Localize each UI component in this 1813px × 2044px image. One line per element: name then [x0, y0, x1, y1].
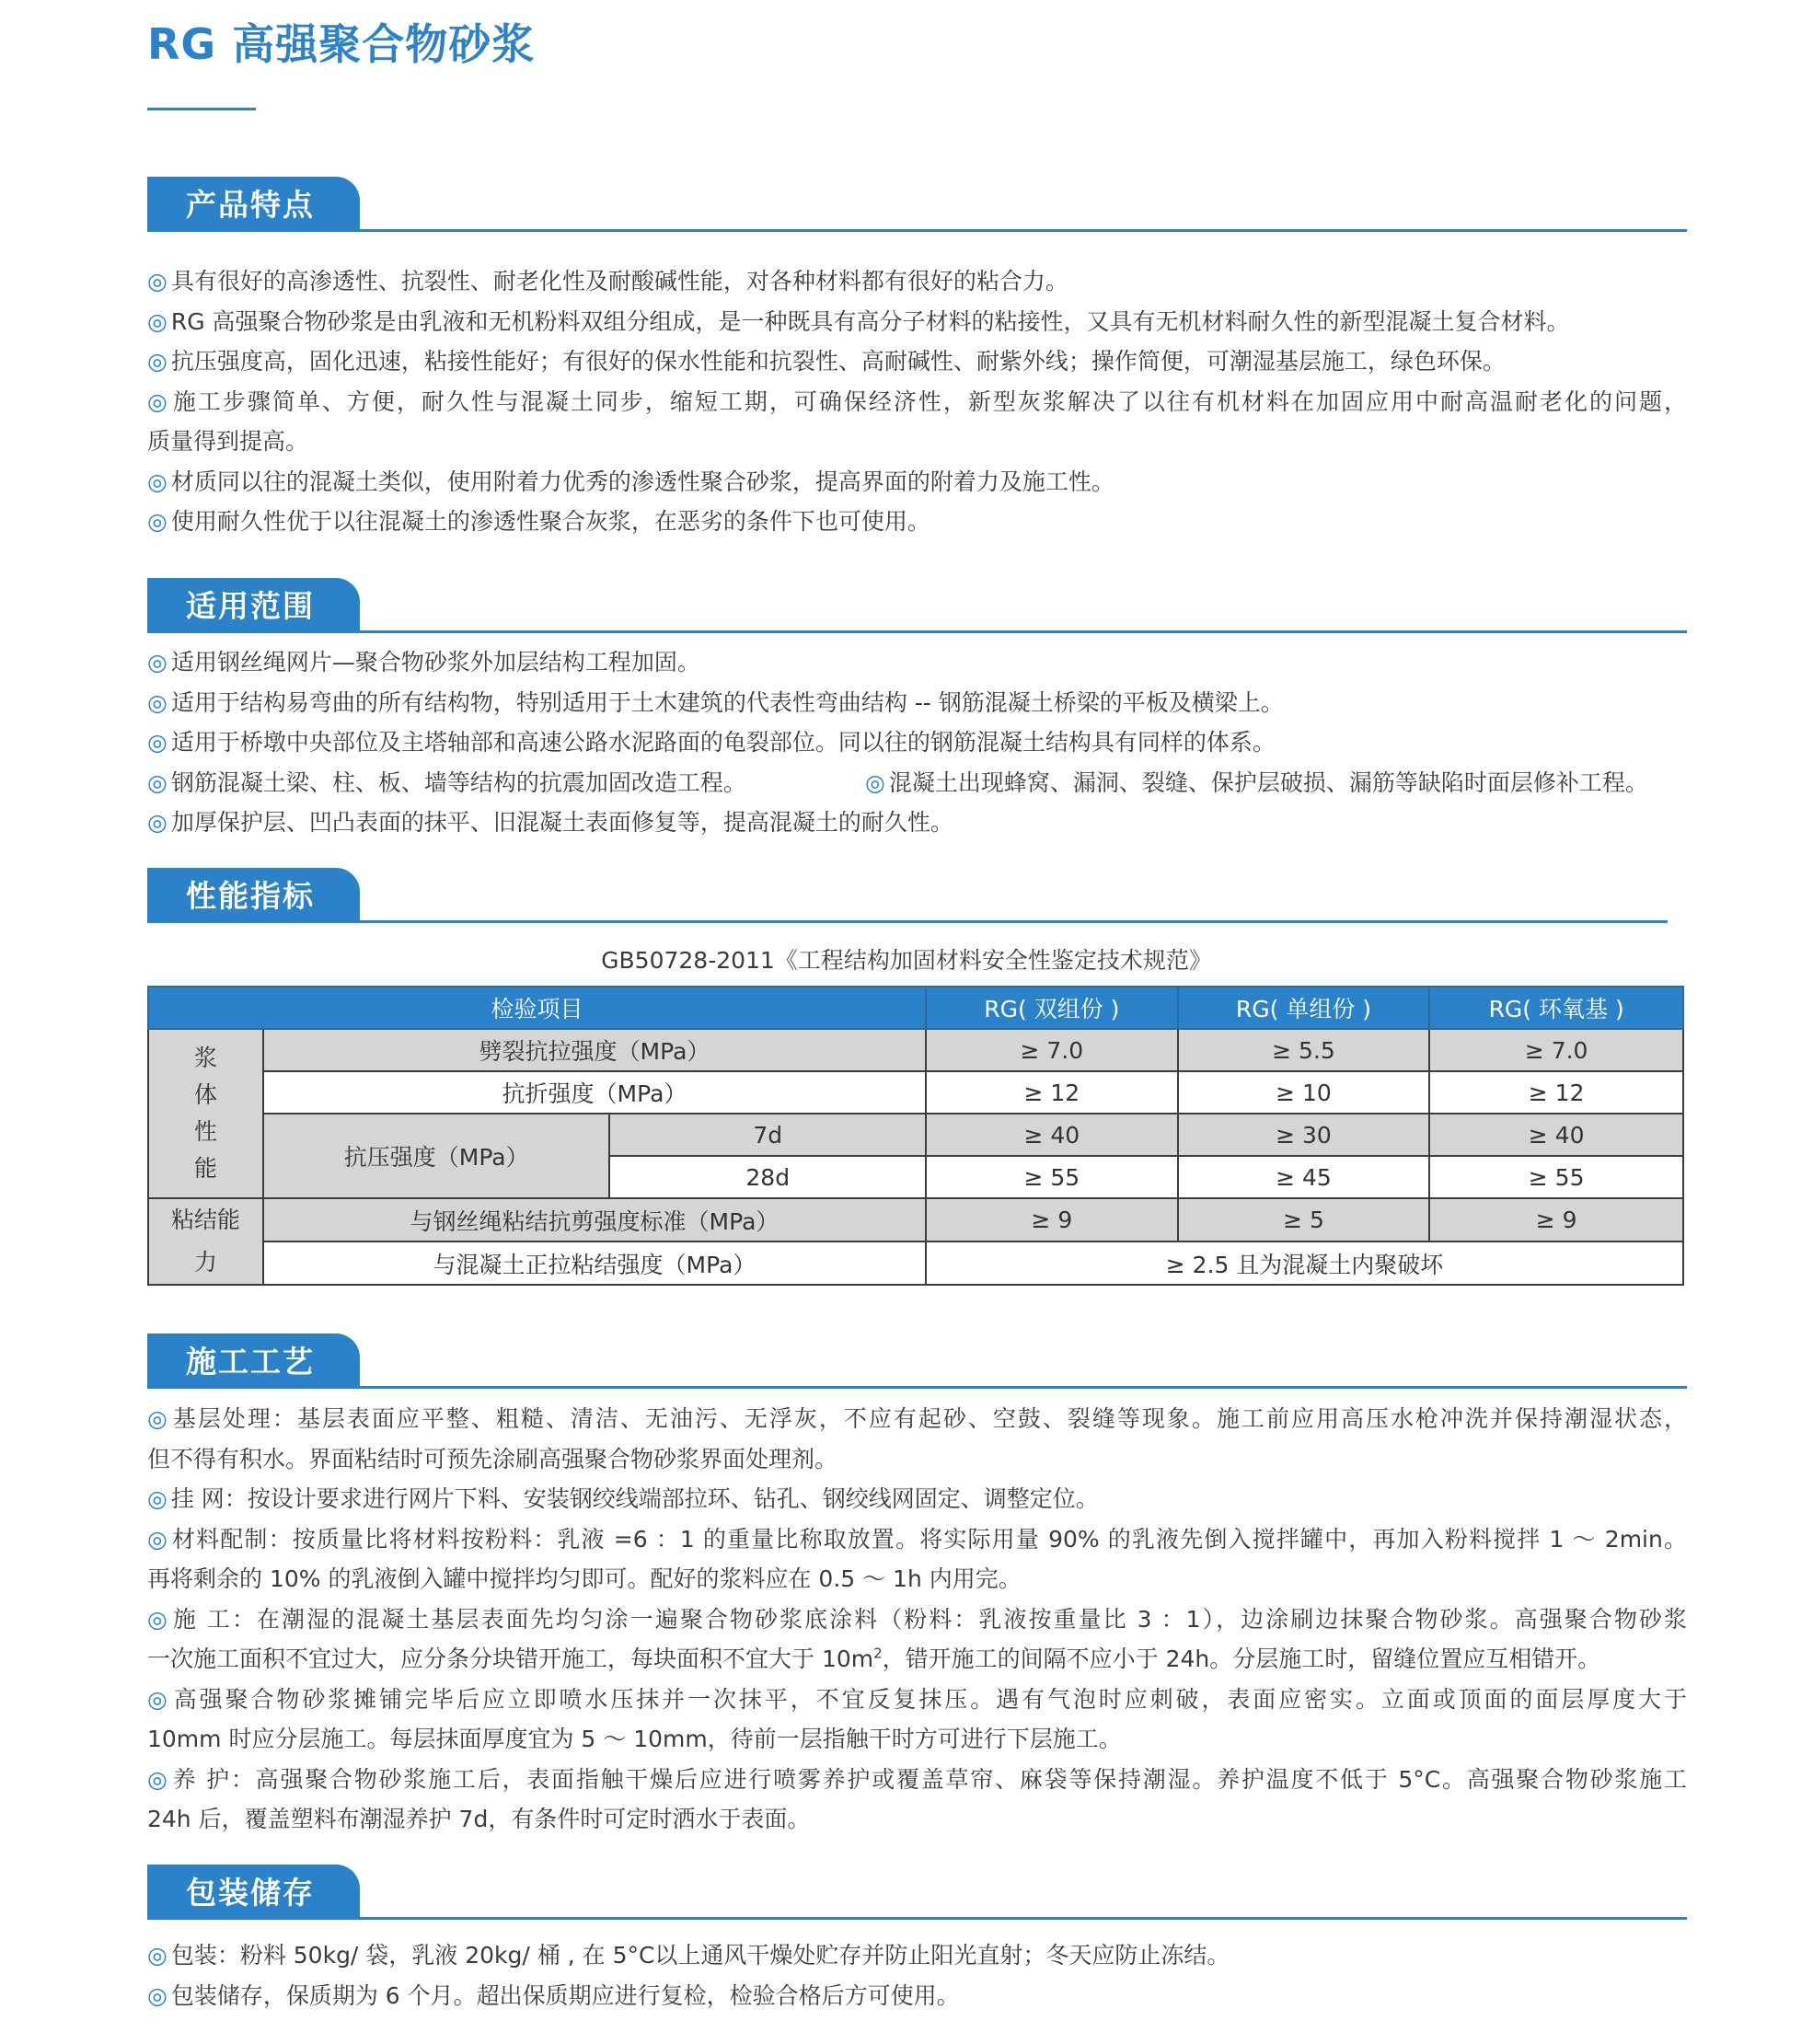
row-item: 抗折强度（MPa）	[263, 1071, 926, 1114]
line-text: 挂 网：按设计要求进行网片下料、安装钢绞线端部拉环、钻孔、钢绞线网固定、调整定位。	[170, 1485, 1099, 1512]
cell: ≥ 12	[926, 1071, 1178, 1114]
line-text: 施 工：在潮湿的混凝土基层表面先均匀涂一遍聚合物砂浆底涂料（粉料：乳液按重量比 3 ：1），边涂刷边抹聚合物砂浆。高强聚合物砂浆	[172, 1605, 1687, 1633]
page-title: RG 高强聚合物砂浆	[147, 19, 536, 69]
line-text: 10mm 时应分层施工。每层抹面厚度宜为 5 ～ 10mm，待前一层指触干时方可进行下层施工。	[147, 1726, 1122, 1752]
cell: ≥ 7.0	[1429, 1029, 1683, 1071]
bullet-icon: ◎	[147, 387, 169, 415]
line-text: 施工步骤简单、方便，耐久性与混凝土同步，缩短工期，可确保经济性，新型灰浆解决了以往有机材料在加固应用中耐高温耐老化的问题，	[172, 387, 1687, 415]
list-item-line	[147, 683, 1687, 723]
bullet-icon: ◎	[147, 268, 167, 294]
list-item-line	[147, 341, 1687, 382]
table-row	[148, 1241, 1683, 1285]
list-item-line	[147, 642, 1687, 683]
section-header-storage	[147, 1865, 1687, 1920]
list-item-line	[147, 1399, 1687, 1439]
line-text: 材质同以往的混凝土类似，使用附着力优秀的渗透性聚合砂浆，提高界面的附着力及施工性。	[170, 468, 1114, 495]
bullet-icon: ◎	[147, 508, 167, 535]
list-item-line	[147, 302, 1687, 342]
cell: ≥ 5	[1178, 1198, 1430, 1241]
list-item-line	[147, 1976, 1687, 2016]
group-label: 浆体性能	[193, 1045, 217, 1182]
bullet-icon: ◎	[147, 1405, 169, 1432]
list-item-line	[147, 1760, 1687, 1800]
section-rule	[147, 1386, 1687, 1389]
section-header-process	[147, 1334, 1687, 1389]
bullet-icon: ◎	[147, 1485, 167, 1512]
cell: ≥ 10	[1178, 1071, 1430, 1114]
superscript: 2	[873, 1645, 883, 1662]
line-text: 适用于结构易弯曲的所有结构物，特别适用于土木建筑的代表性弯曲结构 -- 钢筋混凝土桥梁的平板及横梁上。	[170, 688, 1284, 716]
list-item-line	[147, 1935, 1687, 1976]
bullet-icon: ◎	[147, 1605, 169, 1633]
section-header-scope	[147, 578, 1687, 633]
performance-table	[147, 986, 1684, 1286]
header-item: 检验项目	[148, 987, 926, 1029]
cell: ≥ 30	[1178, 1114, 1430, 1156]
section-header-performance	[147, 868, 1668, 923]
section-rule	[147, 920, 1668, 923]
list-item-line	[147, 261, 1687, 302]
line-text: 混凝土出现蜂窝、漏洞、裂缝、保护层破损、漏筋等缺陷时面层修补工程。	[888, 768, 1648, 796]
section-rule	[147, 630, 1687, 633]
line-text: 加厚保护层、凹凸表面的抹平、旧混凝土表面修复等，提高混凝土的耐久性。	[170, 809, 953, 836]
line-text: 适用钢丝绳网片—聚合物砂浆外加层结构工程加固。	[170, 649, 700, 676]
bullet-icon: ◎	[147, 1525, 168, 1553]
section-body-scope	[147, 642, 1687, 843]
line-text: 钢筋混凝土梁、柱、板、墙等结构的抗震加固改造工程。	[170, 768, 746, 796]
bullet-icon: ◎	[147, 649, 167, 676]
header-rg-two: RG( 双组份 )	[926, 987, 1178, 1029]
header-rg-one: RG( 单组份 )	[1178, 987, 1430, 1029]
line-text: 但不得有积水。界面粘结时可预先涂刷高强聚合物砂浆界面处理剂。	[147, 1445, 838, 1472]
section-title: 包装储存	[147, 1865, 360, 1920]
cell: ≥ 45	[1178, 1156, 1430, 1198]
line-text: 基层处理：基层表面应平整、粗糙、清洁、无油污、无浮灰，不应有起砂、空鼓、裂缝等现象。施工前应用高压水枪冲洗并保持潮湿状态，	[172, 1405, 1687, 1432]
bullet-icon: ◎	[147, 1942, 167, 1969]
line-text: 包装：粉料 50kg/ 袋，乳液 20kg/ 桶 , 在 5°C以上通风干燥处贮存并防止阳光直射；冬天应防止冻结。	[170, 1942, 1230, 1969]
cell-merged: ≥ 2.5 且为混凝土内聚破坏	[926, 1241, 1683, 1285]
group-label: 粘结能力	[170, 1207, 240, 1276]
section-body-process	[147, 1399, 1687, 1840]
list-item-line	[147, 462, 1687, 502]
cell: ≥ 12	[1429, 1071, 1683, 1114]
list-item-line	[147, 1559, 1687, 1599]
list-item-line	[147, 502, 1687, 542]
section-body-features	[147, 261, 1687, 542]
bullet-icon: ◎	[147, 1765, 169, 1793]
line-text: 使用耐久性优于以往混凝土的渗透性聚合灰浆，在恶劣的条件下也可使用。	[170, 508, 930, 535]
line-text: 养 护：高强聚合物砂浆施工后，表面指触干燥后应进行喷雾养护或覆盖草帘、麻袋等保持潮湿。养护温度不低于 5°C。高强聚合物砂浆施工	[172, 1765, 1687, 1793]
line-text: 抗压强度高，固化迅速，粘接性能好；有很好的保水性能和抗裂性、高耐碱性、耐紫外线；操作简便，可潮湿基层施工，绿色环保。	[170, 348, 1506, 375]
line-text: 适用于桥墩中央部位及主塔轴部和高速公路水泥路面的龟裂部位。同以往的钢筋混凝土结构具有同样的体系。	[170, 729, 1276, 756]
list-item-line	[147, 1639, 1687, 1680]
table-header-row	[148, 987, 1683, 1029]
row-subitem: 28d	[609, 1156, 926, 1198]
bullet-icon: ◎	[147, 809, 167, 836]
cell: ≥ 55	[1429, 1156, 1683, 1198]
group-bond	[148, 1198, 263, 1285]
bullet-icon: ◎	[147, 307, 167, 335]
bullet-icon: ◎	[147, 468, 167, 495]
list-item-line	[147, 422, 1687, 462]
list-item-line	[147, 1680, 1687, 1720]
list-item-line	[147, 1519, 1687, 1560]
line-text: 24h 后，覆盖塑料布潮湿养护 7d，有条件时可定时洒水于表面。	[147, 1806, 811, 1832]
cell: ≥ 9	[926, 1198, 1178, 1241]
header-rg-epoxy: RG( 环氧基 )	[1429, 987, 1683, 1029]
list-item-line	[147, 1439, 1687, 1480]
bullet-icon: ◎	[147, 688, 167, 716]
section-title: 施工工艺	[147, 1334, 360, 1389]
cell: ≥ 40	[926, 1114, 1178, 1156]
cell: ≥ 40	[1429, 1114, 1683, 1156]
bullet-icon: ◎	[147, 768, 167, 796]
row-subitem: 7d	[609, 1114, 926, 1156]
table-row	[148, 1071, 1683, 1114]
row-item: 与钢丝绳粘结抗剪强度标准（MPa）	[263, 1198, 926, 1241]
line-text: 高强聚合物砂浆摊铺完毕后应立即喷水压抹并一次抹平，不宜反复抹压。遇有气泡时应刺破，表面应密实。立面或顶面的面层厚度大于	[173, 1685, 1687, 1713]
list-item-line	[147, 1599, 1687, 1640]
list-item-line	[147, 722, 1687, 763]
section-title: 产品特点	[147, 177, 360, 232]
table-row	[148, 1198, 1683, 1241]
line-text: ，错开施工的间隔不应小于 24h。分层施工时，留缝位置应互相错开。	[882, 1646, 1601, 1672]
bullet-icon: ◎	[147, 729, 167, 756]
list-item-line	[147, 763, 1687, 803]
standard-caption: GB50728-2011《工程结构加固材料安全性鉴定技术规范》	[601, 947, 1212, 974]
cell: ≥ 5.5	[1178, 1029, 1430, 1071]
list-item-line	[147, 803, 1687, 843]
row-item: 劈裂抗拉强度（MPa）	[263, 1029, 926, 1071]
line-text: 具有很好的高渗透性、抗裂性、耐老化性及耐酸碱性能，对各种材料都有很好的粘合力。	[170, 268, 1068, 294]
list-item-line	[147, 1719, 1687, 1760]
row-item-compressive: 抗压强度（MPa）	[263, 1114, 610, 1198]
row-item: 与混凝土正拉粘结强度（MPa）	[263, 1241, 926, 1285]
line-text: 质量得到提高。	[147, 428, 309, 455]
title-underline	[147, 108, 256, 110]
section-rule	[147, 1917, 1687, 1920]
bullet-icon: ◎	[147, 1981, 167, 2009]
list-item-line	[147, 382, 1687, 422]
bullet-icon: ◎	[865, 768, 885, 796]
section-rule	[147, 229, 1687, 232]
section-body-storage	[147, 1935, 1687, 2015]
line-text: RG 高强聚合物砂浆是由乳液和无机粉料双组分组成，是一种既具有高分子材料的粘接性，又具有无机材料耐久性的新型混凝土复合材料。	[170, 307, 1570, 335]
section-title: 适用范围	[147, 578, 360, 633]
line-text: 包装储存，保质期为 6 个月。超出保质期应进行复检，检验合格后方可使用。	[170, 1981, 960, 2009]
section-header-features	[147, 177, 1687, 232]
list-item-line	[147, 1799, 1687, 1840]
bullet-icon: ◎	[147, 348, 167, 375]
list-item-inline	[865, 763, 1648, 803]
bullet-icon: ◎	[147, 1685, 170, 1713]
group-slurry	[148, 1029, 263, 1198]
table-row	[148, 1029, 1683, 1071]
section-title: 性能指标	[147, 868, 360, 923]
cell: ≥ 9	[1429, 1198, 1683, 1241]
line-text: 材料配制：按质量比将材料按粉料：乳液 =6 ：1 的重量比称取放置。将实际用量 90% 的乳液先倒入搅拌罐中，再加入粉料搅拌 1 ～ 2min。	[171, 1525, 1687, 1553]
cell: ≥ 55	[926, 1156, 1178, 1198]
line-text: 再将剩余的 10% 的乳液倒入罐中搅拌均匀即可。配好的浆料应在 0.5 ～ 1h 内用完。	[147, 1565, 1022, 1592]
table-row	[148, 1114, 1683, 1156]
line-text: 一次施工面积不宜过大，应分条分块错开施工，每块面积不宜大于 10m	[147, 1646, 874, 1672]
list-item-line	[147, 1479, 1687, 1519]
cell: ≥ 7.0	[926, 1029, 1178, 1071]
